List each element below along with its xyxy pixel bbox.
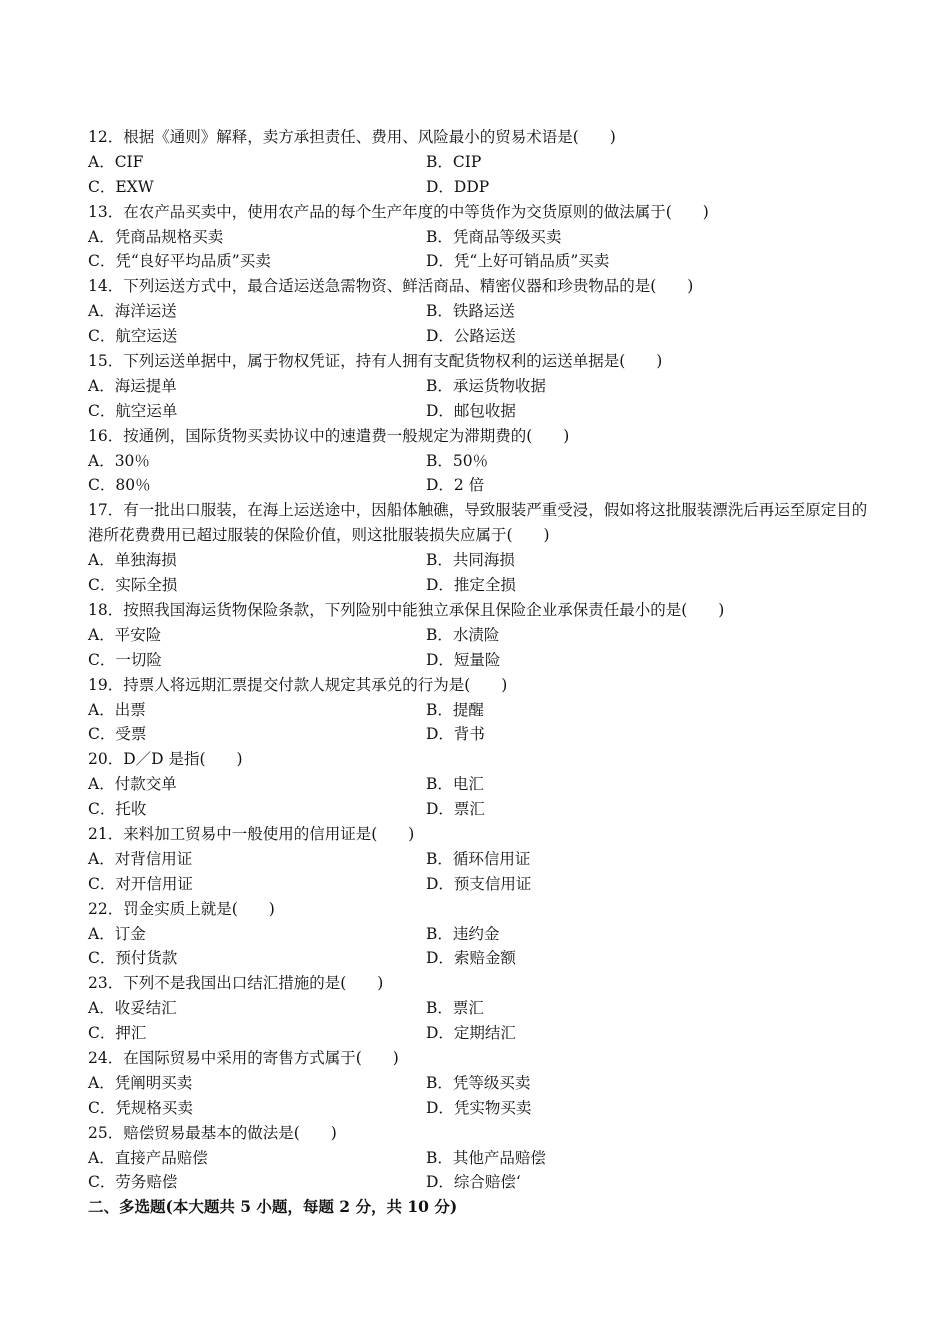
option-row xyxy=(88,548,868,573)
option-row xyxy=(88,399,868,424)
answer-option: D．票汇 xyxy=(426,800,485,819)
answer-option: C．实际全损 xyxy=(88,576,178,595)
answer-option: B．铁路运送 xyxy=(426,302,515,321)
option-row xyxy=(88,922,868,947)
option-row xyxy=(88,996,868,1021)
option-row xyxy=(88,648,868,673)
option-row xyxy=(88,1146,868,1171)
answer-option: A．直接产品赔偿 xyxy=(88,1148,208,1167)
answer-option: B．凭商品等级买卖 xyxy=(426,227,562,246)
question-block xyxy=(88,200,868,275)
option-row xyxy=(88,698,868,723)
option-row xyxy=(88,772,868,797)
answer-option: A．对背信用证 xyxy=(88,849,193,868)
question-stem: 18．按照我国海运货物保险条款，下列险别中能独立承保且保险企业承保责任最小的是( ) xyxy=(88,600,725,619)
option-row xyxy=(88,299,868,324)
answer-option: D．短量险 xyxy=(426,650,501,669)
answer-option: B．凭等级买卖 xyxy=(426,1073,531,1092)
answer-option: D．索赔金额 xyxy=(426,949,516,968)
question-stem: 13．在农产品买卖中，使用农产品的每个生产年度的中等货作为交货原则的做法属于( ) xyxy=(88,202,709,221)
section-heading: 二、多选题(本大题共 5 小题，每题 2 分，共 10 分) xyxy=(88,1197,458,1217)
question-stem: 15．下列运送单据中，属于物权凭证，持有人拥有支配货物权利的运送单据是( ) xyxy=(88,352,663,371)
option-row xyxy=(88,797,868,822)
question-block xyxy=(88,125,868,200)
answer-option: C．航空运单 xyxy=(88,401,178,420)
answer-option: A．收妥结汇 xyxy=(88,999,177,1018)
answer-option: B．违约金 xyxy=(426,924,500,943)
question-stem: 14．下列运送方式中，最合适运送急需物资、鲜活商品、精密仪器和珍贵物品的是( ) xyxy=(88,277,694,296)
answer-option: D．凭“上好可销品质”买卖 xyxy=(426,252,610,271)
answer-option: A．凭阐明买卖 xyxy=(88,1073,193,1092)
answer-option: B．承运货物收据 xyxy=(426,376,546,395)
question-block xyxy=(88,598,868,673)
question-block xyxy=(88,349,868,424)
answer-option: C．凭“良好平均品质”买卖 xyxy=(88,252,271,271)
option-row xyxy=(88,1071,868,1096)
answer-option: C．航空运送 xyxy=(88,327,178,346)
answer-option: D．2 倍 xyxy=(426,476,485,495)
answer-option: B．水渍险 xyxy=(426,625,500,644)
answer-option: D．背书 xyxy=(426,725,485,744)
option-row xyxy=(88,623,868,648)
answer-option: C．劳务赔偿 xyxy=(88,1173,178,1192)
answer-option: A．海洋运送 xyxy=(88,302,177,321)
question-block xyxy=(88,498,868,598)
question-block xyxy=(88,274,868,349)
answer-option: D．邮包收据 xyxy=(426,401,516,420)
answer-option: A．海运提单 xyxy=(88,376,177,395)
answer-option: B．共同海损 xyxy=(426,551,515,570)
answer-option: A．单独海损 xyxy=(88,551,177,570)
answer-option: D．定期结汇 xyxy=(426,1024,516,1043)
option-row xyxy=(88,722,868,747)
option-row xyxy=(88,449,868,474)
answer-option: A．出票 xyxy=(88,700,146,719)
answer-option: A．CIF xyxy=(88,152,144,171)
option-row xyxy=(88,1170,868,1195)
answer-option: A．凭商品规格买卖 xyxy=(88,227,224,246)
answer-option: D．综合赔偿‘ xyxy=(426,1173,521,1192)
answer-option: B．提醒 xyxy=(426,700,484,719)
answer-option: C．对开信用证 xyxy=(88,874,193,893)
question-block xyxy=(88,747,868,822)
question-block xyxy=(88,1121,868,1196)
question-stem: 24．在国际贸易中采用的寄售方式属于( ) xyxy=(88,1048,399,1067)
answer-option: C．预付货款 xyxy=(88,949,178,968)
answer-option: D．推定全损 xyxy=(426,576,516,595)
answer-option: D．DDP xyxy=(426,177,490,196)
option-row xyxy=(88,175,868,200)
question-block xyxy=(88,822,868,897)
answer-option: D．公路运送 xyxy=(426,327,516,346)
question-stem: 16．按通例，国际货物买卖协议中的速遣费一般规定为滞期费的( ) xyxy=(88,426,570,445)
answer-option: B．票汇 xyxy=(426,999,484,1018)
answer-option: C．80％ xyxy=(88,476,151,495)
option-row xyxy=(88,946,868,971)
answer-option: C．押汇 xyxy=(88,1024,147,1043)
answer-option: B．CIP xyxy=(426,152,482,171)
question-block xyxy=(88,971,868,1046)
question-stem: 12．根据《通则》解释，卖方承担责任、费用、风险最小的贸易术语是( ) xyxy=(88,128,616,146)
option-row xyxy=(88,473,868,498)
option-row xyxy=(88,150,868,175)
question-block xyxy=(88,424,868,499)
answer-option: D．凭实物买卖 xyxy=(426,1098,532,1117)
answer-option: A．订金 xyxy=(88,924,146,943)
option-row xyxy=(88,1096,868,1121)
question-block xyxy=(88,673,868,748)
answer-option: C．托收 xyxy=(88,800,147,819)
answer-option: B．50％ xyxy=(426,451,489,470)
option-row xyxy=(88,1021,868,1046)
option-row xyxy=(88,847,868,872)
question-block xyxy=(88,897,868,972)
question-block xyxy=(88,1046,868,1121)
option-row xyxy=(88,872,868,897)
answer-option: B．电汇 xyxy=(426,775,484,794)
answer-option: A．付款交单 xyxy=(88,775,177,794)
option-row xyxy=(88,324,868,349)
answer-option: C．一切险 xyxy=(88,650,162,669)
question-stem: 23．下列不是我国出口结汇措施的是( ) xyxy=(88,974,384,993)
question-stem: 25．赔偿贸易最基本的做法是( ) xyxy=(88,1123,337,1142)
answer-option: D．预支信用证 xyxy=(426,874,532,893)
answer-option: B．循环信用证 xyxy=(426,849,531,868)
option-row xyxy=(88,225,868,250)
answer-option: C．受票 xyxy=(88,725,147,744)
answer-option: B．其他产品赔偿 xyxy=(426,1148,546,1167)
option-row xyxy=(88,573,868,598)
option-row xyxy=(88,374,868,399)
answer-option: C．EXW xyxy=(88,177,154,196)
question-stem: 22．罚金实质上就是( ) xyxy=(88,899,275,918)
answer-option: A．平安险 xyxy=(88,625,162,644)
question-stem: 19．持票人将远期汇票提交付款人规定其承兑的行为是( ) xyxy=(88,675,508,694)
question-stem: 21．来料加工贸易中一般使用的信用证是( ) xyxy=(88,824,415,843)
answer-option: C．凭规格买卖 xyxy=(88,1098,193,1117)
question-list xyxy=(88,125,868,1220)
question-stem: 20．D／D 是指( ) xyxy=(88,750,243,769)
option-row xyxy=(88,249,868,274)
question-stem: 17．有一批出口服装，在海上运送途中，因船体触礁，导致服装严重受浸，假如将这批服装漂洗后再运至原定目的港所花费费用已超过服装的保险价值，则这批服装损失应属于( ) xyxy=(88,501,868,545)
answer-option: A．30％ xyxy=(88,451,150,470)
